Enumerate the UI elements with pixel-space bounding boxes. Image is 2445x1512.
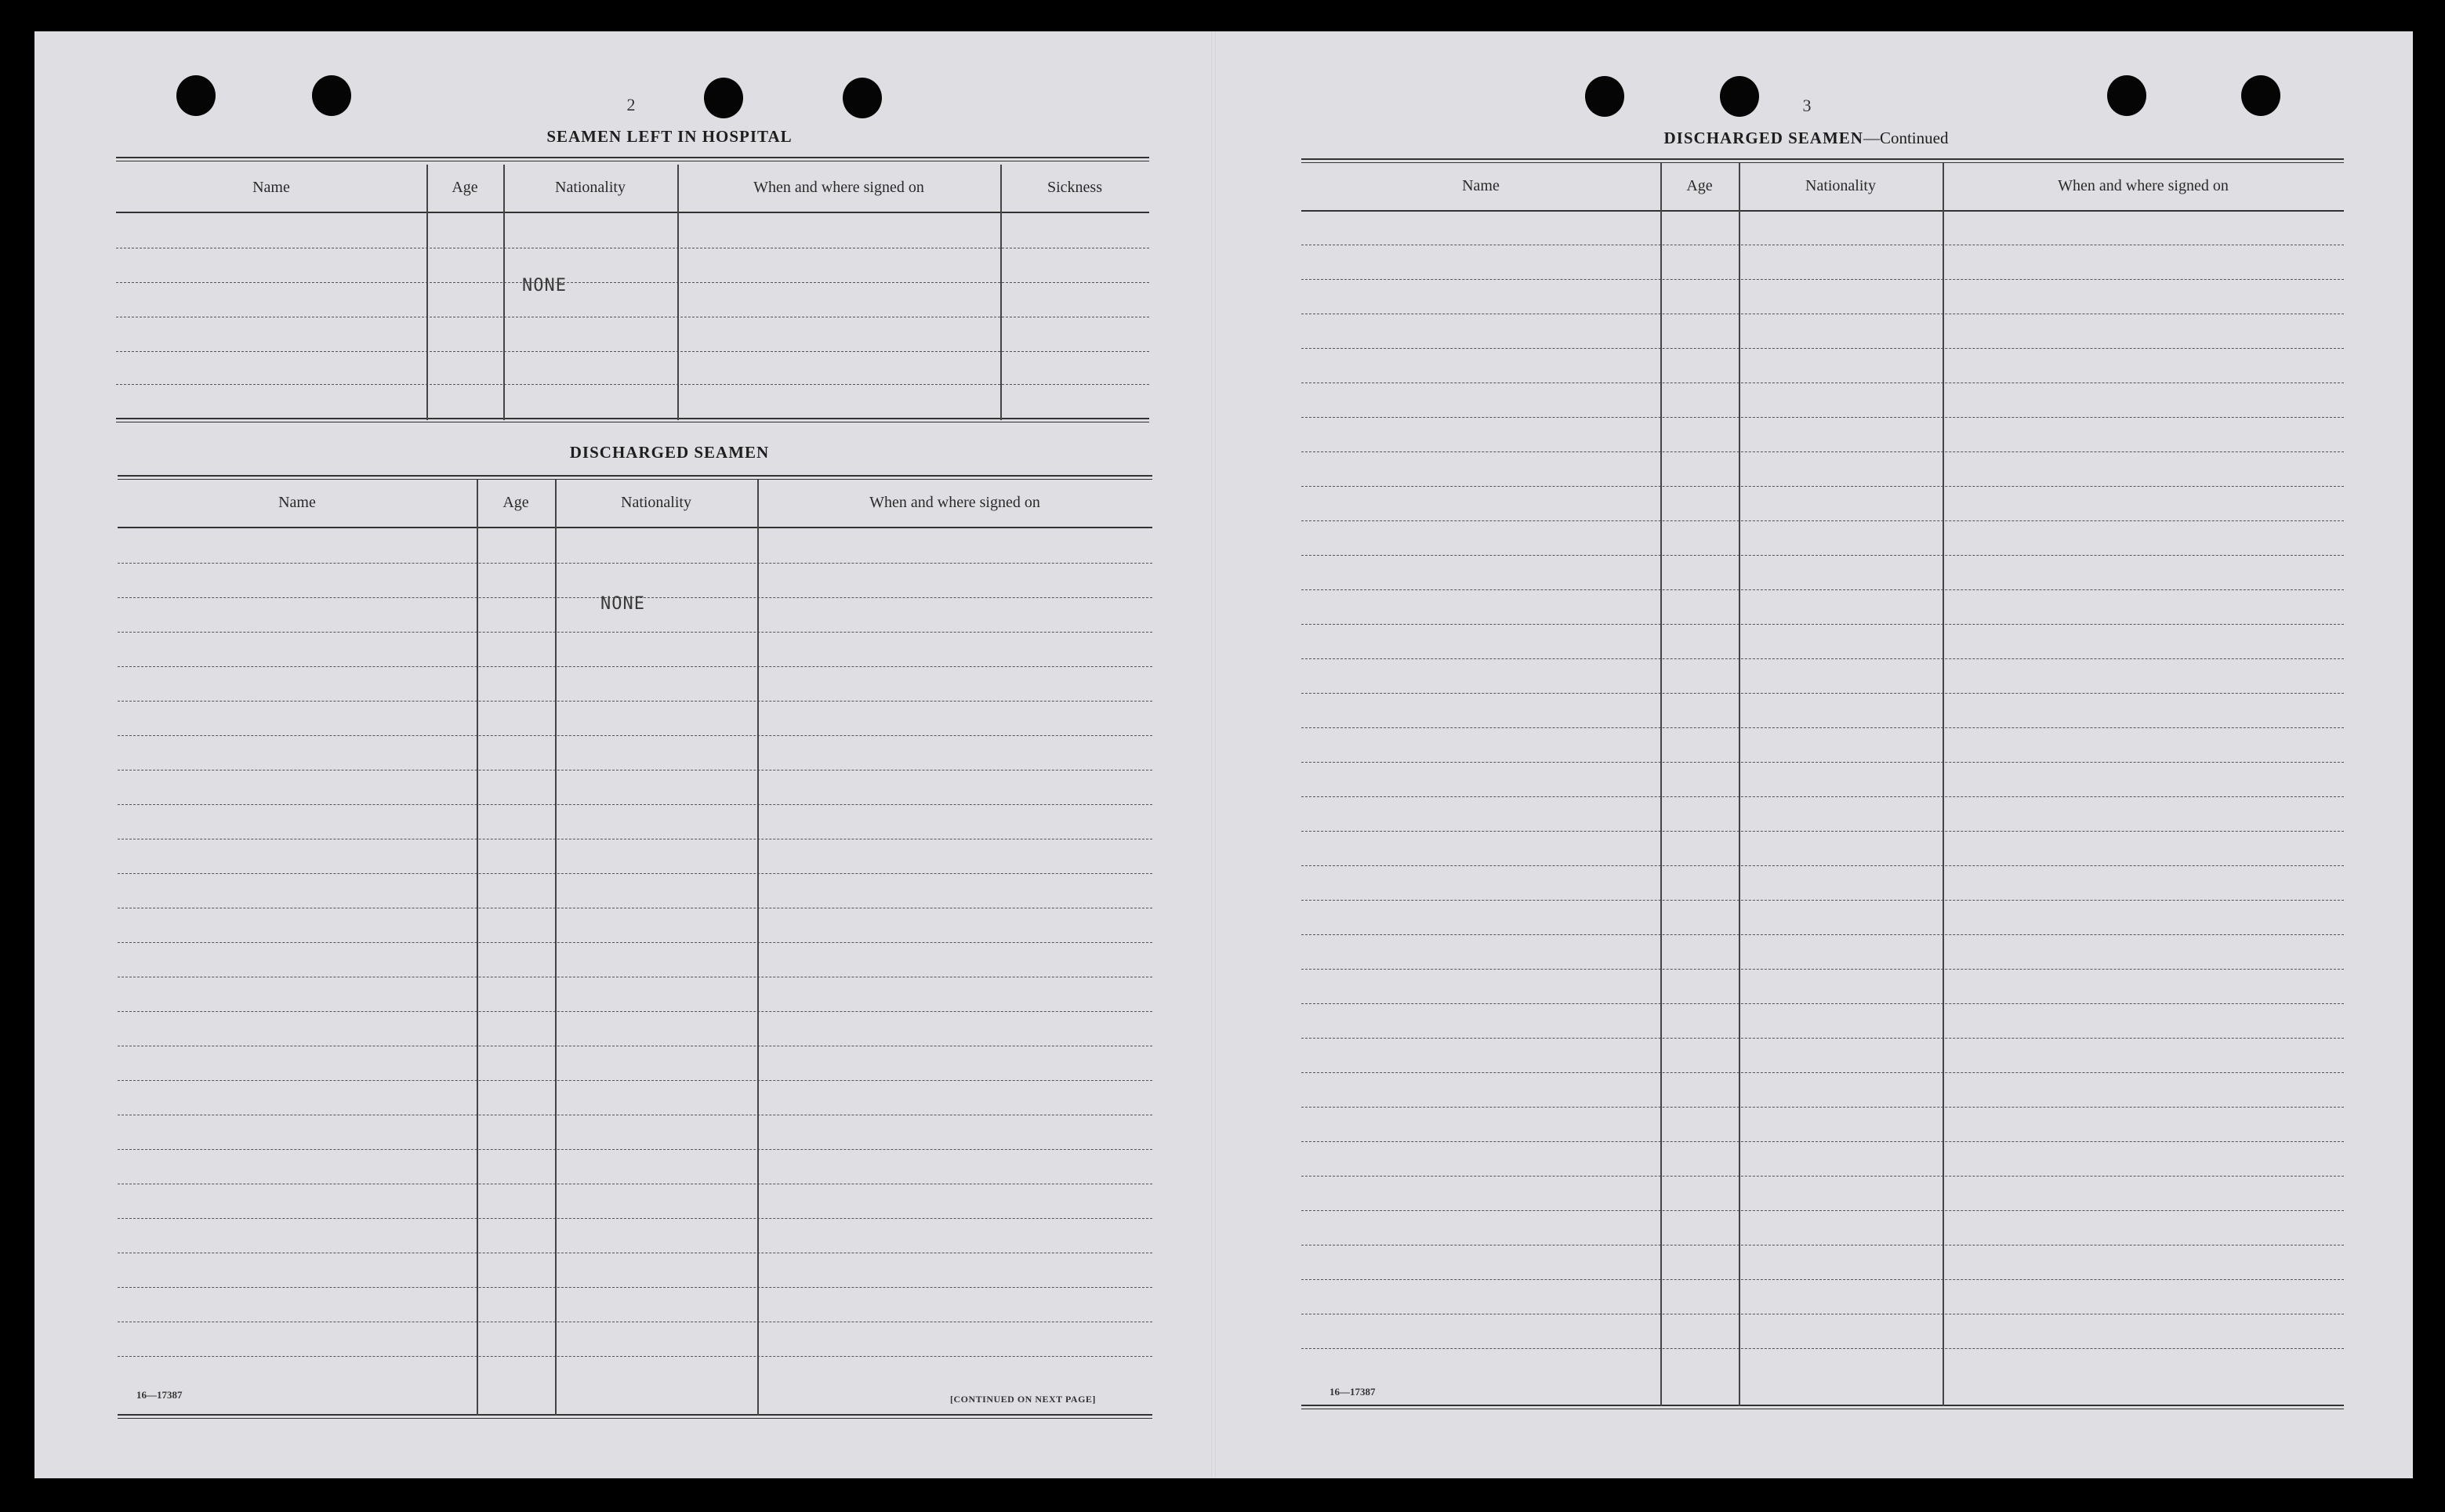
form-number-left: 16—17387 — [136, 1389, 183, 1401]
center-fold — [1211, 31, 1216, 1478]
column-header-signed-on: When and where signed on — [753, 179, 924, 196]
column-header-nationality: Nationality — [1805, 177, 1876, 194]
continued-note: [CONTINUED ON NEXT PAGE] — [950, 1394, 1096, 1405]
page-number-right: 3 — [1802, 96, 1812, 115]
discharged-entry-none: NONE — [600, 594, 645, 614]
discharged-continued-title-main: DISCHARGED SEAMEN — [1663, 129, 1863, 147]
hospital-entry-none: NONE — [522, 276, 567, 296]
column-header-name: Name — [252, 179, 290, 196]
punch-hole — [1720, 76, 1759, 117]
column-header-signed-on: When and where signed on — [869, 494, 1040, 511]
discharged-continued-title-suffix: —Continued — [1863, 129, 1949, 147]
discharged-table-right — [1301, 158, 2344, 1411]
discharged-table-left — [118, 475, 1152, 1420]
column-header-name: Name — [278, 494, 316, 511]
punch-hole — [176, 75, 216, 116]
form-number-right: 16—17387 — [1330, 1386, 1376, 1398]
punch-hole — [843, 78, 882, 118]
hospital-section-title: SEAMEN LEFT IN HOSPITAL — [546, 127, 793, 146]
punch-hole — [2241, 75, 2280, 116]
column-header-age: Age — [452, 179, 478, 196]
column-header-nationality: Nationality — [555, 179, 626, 196]
column-header-name: Name — [1462, 177, 1500, 194]
discharged-continued-title — [1587, 129, 2026, 148]
punch-hole — [1585, 76, 1624, 117]
discharged-section-title: DISCHARGED SEAMEN — [569, 443, 770, 462]
hospital-table — [116, 157, 1149, 423]
column-header-sickness: Sickness — [1047, 179, 1102, 196]
document-sheet — [34, 31, 2413, 1478]
punch-hole — [2107, 75, 2146, 116]
column-header-signed-on: When and where signed on — [2058, 177, 2229, 194]
page-number-left: 2 — [626, 95, 636, 114]
column-header-nationality: Nationality — [621, 494, 691, 511]
column-header-age: Age — [502, 494, 529, 511]
punch-hole — [704, 78, 743, 118]
punch-hole — [312, 75, 351, 116]
column-header-age: Age — [1686, 177, 1713, 194]
